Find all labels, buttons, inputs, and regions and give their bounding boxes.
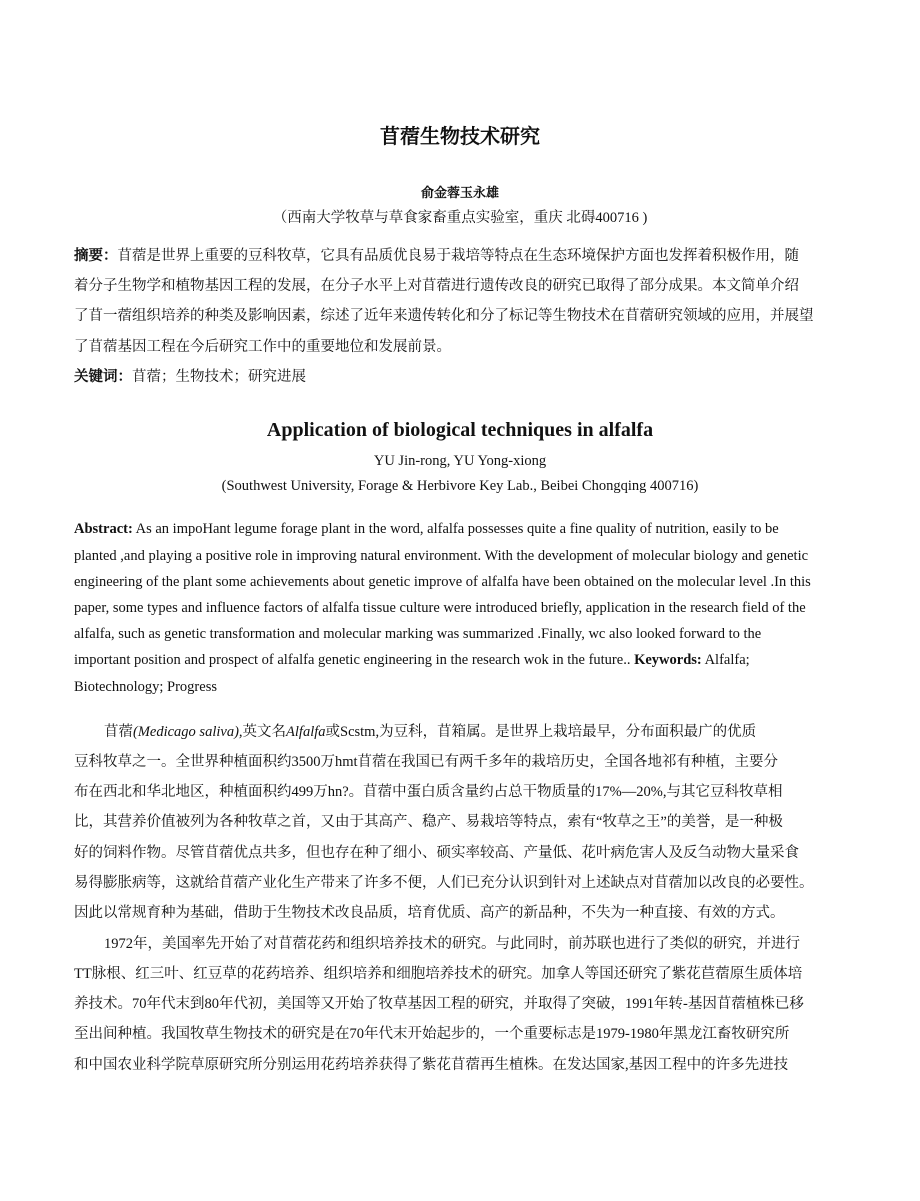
english-abstract-line: alfalfa, such as genetic transformation and molecular marking was summarized .Finally, wc also looked forward to the (74, 626, 762, 642)
chinese-authors: 俞金蓉玉永雄 (420, 185, 499, 200)
keywords-label: Keywords: (634, 652, 702, 668)
body-line: 豆科牧草之一。全世界种植面积约3500万hmt苜蓿在我国已有两千多年的栽培历史，全国各地祁有种植，主要分 (74, 754, 779, 770)
abstract-text: As an impoHant legume forage plant in the word, alfalfa possesses quite a fine quality of nutrition, easily to be (132, 521, 779, 537)
body-line: 养技术。70年代末到80年代初，美国等又开始了牧草基因工程的研究，并取得了突破，1991年转-基因苜蓿植株已移 (74, 996, 804, 1012)
body-line: 比，其营养价值被列为各种牧草之首，又由于其高产、稳产、易栽培等特点，索有“牧草之王”的美誉，是一种极 (74, 814, 783, 830)
abstract-label: 摘要： (74, 248, 118, 264)
chinese-abstract-line: 了苜一蓿组织培养的种类及影响因素，综述了近年来遗传转化和分了标记等生物技术在苜蓿研究领域的应用，并展望 (74, 308, 814, 324)
chinese-abstract-line: 着分子生物学和植物基因工程的发展，在分子水平上对苜蓿进行遗传改良的研究已取得了部分成果。本文简单介绍 (74, 278, 799, 294)
latin-name: (Medicago saliva), (133, 724, 243, 740)
english-keywords-line: Biotechnology; Progress (74, 679, 217, 695)
english-abstract-line: paper, some types and influence factors of alfalfa tissue culture were introduced briefly, application in the research field of the (74, 600, 806, 616)
body-line: 布在西北和华北地区，种植面积约499万hn?。苜蓿中蛋白质含量约占总干物质量的17%—20%,与其它豆科牧草相 (74, 784, 783, 800)
body-text: 苜蓿 (104, 724, 133, 740)
body-line: 和中国农业科学院草原研究所分别运用花药培养获得了紫花苜蓿再生植株。在发达国家,基因工程中的许多先进技 (74, 1057, 789, 1073)
body-line (104, 725, 756, 740)
body-line: 1972年，美国率先开始了对苜蓿花药和组织培养技术的研究。与此同时，前苏联也进行了类似的研究，并进行 (104, 936, 800, 952)
english-affiliation: (Southwest University, Forage & Herbivore Key Lab., Beibei Chongqing 400716) (221, 478, 699, 494)
chinese-abstract-line: 了苜蓿基因工程在今后研究工作中的重要地位和发展前景。 (74, 339, 451, 355)
chinese-abstract-line (74, 249, 799, 264)
english-abstract-line: planted ,and playing a positive role in improving natural environment. With the development of molecular biology and genetic (74, 548, 809, 564)
abstract-text: important position and prospect of alfalfa genetic engineering in the research wok in the future.. (74, 652, 635, 668)
english-abstract-line (74, 522, 779, 537)
english-abstract-line: engineering of the plant some achievements about genetic improve of alfalfa have been obtained on the molecular level .In this (74, 574, 811, 590)
english-abstract-line (74, 653, 750, 668)
keywords-text: 苜蓿；生物技术；研究进展 (132, 369, 306, 385)
chinese-title: 苜蓿生物技术研究 (380, 126, 540, 148)
body-line: 因此以常规育种为基础，借助于生物技术改良品质，培育优质、高产的新品种，不失为一种直接、有效的方式。 (74, 905, 785, 921)
english-title: Application of biological techniques in alfalfa (266, 419, 654, 441)
keywords-label: 关键词： (74, 369, 132, 385)
abstract-text: 苜蓿是世界上重要的豆科牧草，它具有品质优良易于栽培等特点在生态环境保护方面也发挥着积极作用，随 (117, 248, 799, 264)
body-line: 易得膨胀病等，这就给苜蓿产业化生产带来了许多不便，人们已充分认识到针对上述缺点对苜蓿加以改良的必要性。 (74, 875, 814, 891)
body-text: 英文名 (242, 724, 287, 740)
keywords-text: Alfalfa; (701, 652, 750, 668)
english-name: Alfalfa (286, 724, 326, 740)
chinese-affiliation: （西南大学牧草与草食家畜重点实验室，重庆 北碍400716 ) (272, 210, 648, 226)
body-line: 至出间种植。我国牧草生物技术的研究是在70年代末开始起步的，一个重要标志是1979-1980年黑龙江畜牧研究所 (74, 1026, 790, 1042)
body-text: 或Scstm,为豆科，苜箱属。是世界上栽培最早，分布面积最广的优质 (325, 724, 757, 740)
chinese-keywords (74, 370, 306, 385)
body-line: 好的饲料作物。尽管苜蓿优点共多，但也存在种了细小、硕实率较高、产量低、花叶病危害人及反刍动物大量采食 (74, 845, 799, 861)
body-line: TT脉根、红三叶、红豆草的花药培养、组织培养和细胞培养技术的研究。加拿人等国还研究了紫花苣蓿原生质体培 (74, 966, 803, 982)
english-authors: YU Jin-rong, YU Yong-xiong (373, 453, 547, 469)
abstract-label: Abstract: (74, 521, 133, 537)
